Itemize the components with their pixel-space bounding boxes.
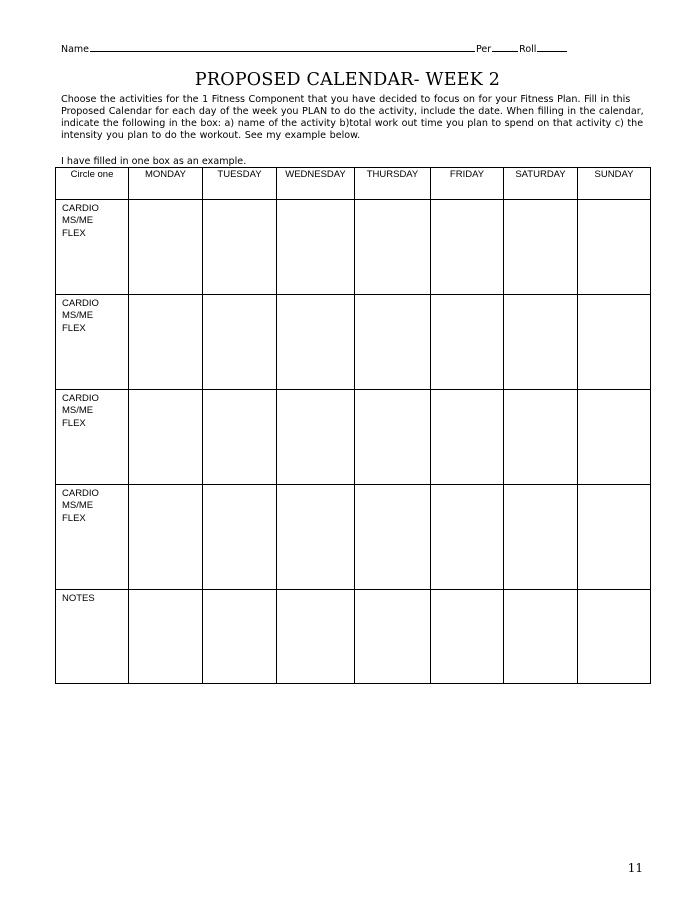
day-cell[interactable] xyxy=(129,390,203,485)
header-tuesday: TUESDAY xyxy=(203,168,277,200)
notes-label xyxy=(56,590,129,684)
page-number: 11 xyxy=(627,861,643,875)
component-options[interactable] xyxy=(56,295,129,390)
option-cardio[interactable]: CARDIO xyxy=(62,393,99,404)
day-cell[interactable] xyxy=(504,390,578,485)
day-cell[interactable] xyxy=(129,485,203,590)
day-cell[interactable] xyxy=(355,200,431,295)
notes-cell[interactable] xyxy=(431,590,504,684)
component-options[interactable] xyxy=(56,200,129,295)
day-cell[interactable] xyxy=(504,295,578,390)
notes-cell[interactable] xyxy=(203,590,277,684)
day-cell[interactable] xyxy=(277,295,355,390)
option-ms-me[interactable]: MS/ME xyxy=(62,500,94,512)
roll-label: Roll xyxy=(519,44,537,55)
day-cell[interactable] xyxy=(129,200,203,295)
header-sunday: SUNDAY xyxy=(578,168,651,200)
notes-label-text: NOTES xyxy=(62,593,95,604)
option-cardio[interactable]: CARDIO xyxy=(62,298,99,309)
day-cell[interactable] xyxy=(431,485,504,590)
proposed-calendar-table xyxy=(55,167,651,684)
day-cell[interactable] xyxy=(277,485,355,590)
instructions-paragraph: Choose the activities for the 1 Fitness Component that you have decided to focus on for your Fitness Plan. Fill in this Proposed Calendar for each day of the week you PLAN to do the activity, include the date. When filling in the calendar, indicate the following in the box: a) name of the activity b)total work out time you plan to spend on that activity c) the intensity you plan to do the workout. See my example below. xyxy=(61,94,644,141)
notes-cell[interactable] xyxy=(129,590,203,684)
component-options[interactable] xyxy=(56,390,129,485)
day-cell[interactable] xyxy=(504,485,578,590)
day-cell[interactable] xyxy=(129,295,203,390)
option-flex[interactable]: FLEX xyxy=(62,512,86,524)
notes-row xyxy=(56,590,651,684)
option-flex[interactable]: FLEX xyxy=(62,322,86,334)
name-label: Name xyxy=(61,44,90,55)
header-friday: FRIDAY xyxy=(431,168,504,200)
day-cell[interactable] xyxy=(431,295,504,390)
day-cell[interactable] xyxy=(578,295,651,390)
example-note: I have filled in one box as an example. xyxy=(61,156,247,167)
day-cell[interactable] xyxy=(203,200,277,295)
header-monday: MONDAY xyxy=(129,168,203,200)
day-cell[interactable] xyxy=(203,295,277,390)
header-saturday: SATURDAY xyxy=(504,168,578,200)
roll-field[interactable] xyxy=(537,42,567,52)
notes-cell[interactable] xyxy=(277,590,355,684)
day-cell[interactable] xyxy=(203,390,277,485)
activity-row xyxy=(56,390,651,485)
activity-row xyxy=(56,485,651,590)
day-cell[interactable] xyxy=(578,200,651,295)
option-ms-me[interactable]: MS/ME xyxy=(62,405,94,417)
day-cell[interactable] xyxy=(578,485,651,590)
option-flex[interactable]: FLEX xyxy=(62,417,86,429)
option-ms-me[interactable]: MS/ME xyxy=(62,310,94,322)
activity-row xyxy=(56,295,651,390)
day-cell[interactable] xyxy=(504,200,578,295)
day-cell[interactable] xyxy=(277,200,355,295)
option-cardio[interactable]: CARDIO xyxy=(62,488,99,499)
header-row xyxy=(56,168,651,200)
option-cardio[interactable]: CARDIO xyxy=(62,203,99,214)
per-field[interactable] xyxy=(492,42,518,52)
header-wednesday: WEDNESDAY xyxy=(277,168,355,200)
day-cell[interactable] xyxy=(578,390,651,485)
day-cell[interactable] xyxy=(203,485,277,590)
name-per-roll-line xyxy=(61,42,568,55)
day-cell[interactable] xyxy=(277,390,355,485)
day-cell[interactable] xyxy=(355,390,431,485)
header-circle-one: Circle one xyxy=(56,168,129,200)
day-cell[interactable] xyxy=(355,295,431,390)
option-ms-me[interactable]: MS/ME xyxy=(62,215,94,227)
header-thursday: THURSDAY xyxy=(355,168,431,200)
per-label: Per xyxy=(476,44,492,55)
component-options[interactable] xyxy=(56,485,129,590)
notes-cell[interactable] xyxy=(504,590,578,684)
day-cell[interactable] xyxy=(355,485,431,590)
page-title: PROPOSED CALENDAR- WEEK 2 xyxy=(194,70,501,90)
notes-cell[interactable] xyxy=(578,590,651,684)
activity-row xyxy=(56,200,651,295)
day-cell[interactable] xyxy=(431,200,504,295)
option-flex[interactable]: FLEX xyxy=(62,227,86,239)
name-field[interactable] xyxy=(90,42,475,52)
notes-cell[interactable] xyxy=(355,590,431,684)
day-cell[interactable] xyxy=(431,390,504,485)
